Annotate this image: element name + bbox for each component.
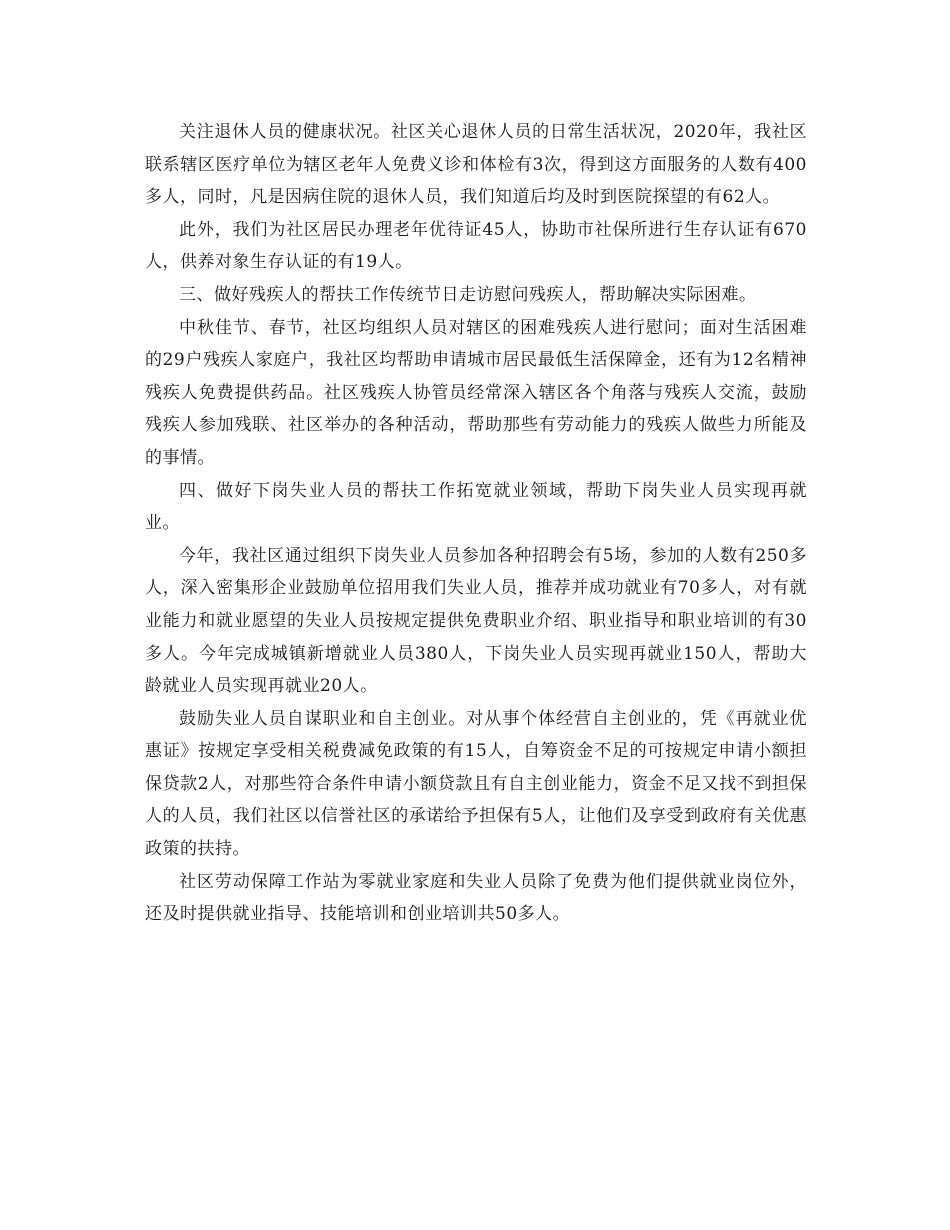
paragraph-retiree-health: 关注退休人员的健康状况。社区关心退休人员的日常生活状况，2020年，我社区联系辖区医疗单位为辖区老年人免费义诊和体检有3次，得到这方面服务的人数有400多人，同时，凡是因病住院的退休人员，我们知道后均及时到医院探望的有62人。 (145, 122, 807, 208)
paragraph-disabled-visits: 中秋佳节、春节，社区均组织人员对辖区的困难残疾人进行慰问；面对生活困难的29户残疾人家庭户，我社区均帮助申请城市居民最低生活保障金，还有为12名精神残疾人免费提供药品。社区残疾人协管员经常深入辖区各个角落与残疾人交流，鼓励残疾人参加残联、社区举办的各种活动，帮助那些有劳动能力的残疾人做些力所能及的事情。 (145, 317, 807, 468)
document-body (145, 116, 807, 931)
paragraph-elderly-certificates: 此外，我们为社区居民办理老年优待证45人，协助市社保所进行生存认证有670人，供养对象生存认证的有19人。 (145, 219, 807, 273)
paragraph-labor-station: 社区劳动保障工作站为零就业家庭和失业人员除了免费为他们提供就业岗位外，还及时提供就业指导、技能培训和创业培训共50多人。 (145, 871, 807, 925)
section-heading-disabled-support: 三、做好残疾人的帮扶工作传统节日走访慰问残疾人，帮助解决实际困难。 (179, 284, 757, 305)
paragraph-self-employment: 鼓励失业人员自谋职业和自主创业。对从事个体经营自主创业的，凭《再就业优惠证》按规定享受相关税费减免政策的有15人，自筹资金不足的可按规定申请小额担保贷款2人，对那些符合条件申请小额贷款且有自主创业能力，资金不足又找不到担保人的人员，我们社区以信誉社区的承诺给予担保有5人，让他们及享受到政府有关优惠政策的扶持。 (145, 708, 807, 860)
paragraph-reemployment-stats: 今年，我社区通过组织下岗失业人员参加各种招聘会有5场，参加的人数有250多人，深入密集形企业鼓励单位招用我们失业人员，推荐并成功就业有70多人，对有就业能力和就业愿望的失业人员按规定提供免费职业介绍、职业指导和职业培训的有30多人。今年完成城镇新增就业人员380人，下岗失业人员实现再就业150人，帮助大龄就业人员实现再就业20人。 (145, 545, 807, 697)
section-heading-unemployed-support: 四、做好下岗失业人员的帮扶工作拓宽就业领域，帮助下岗失业人员实现再就业。 (145, 480, 807, 534)
